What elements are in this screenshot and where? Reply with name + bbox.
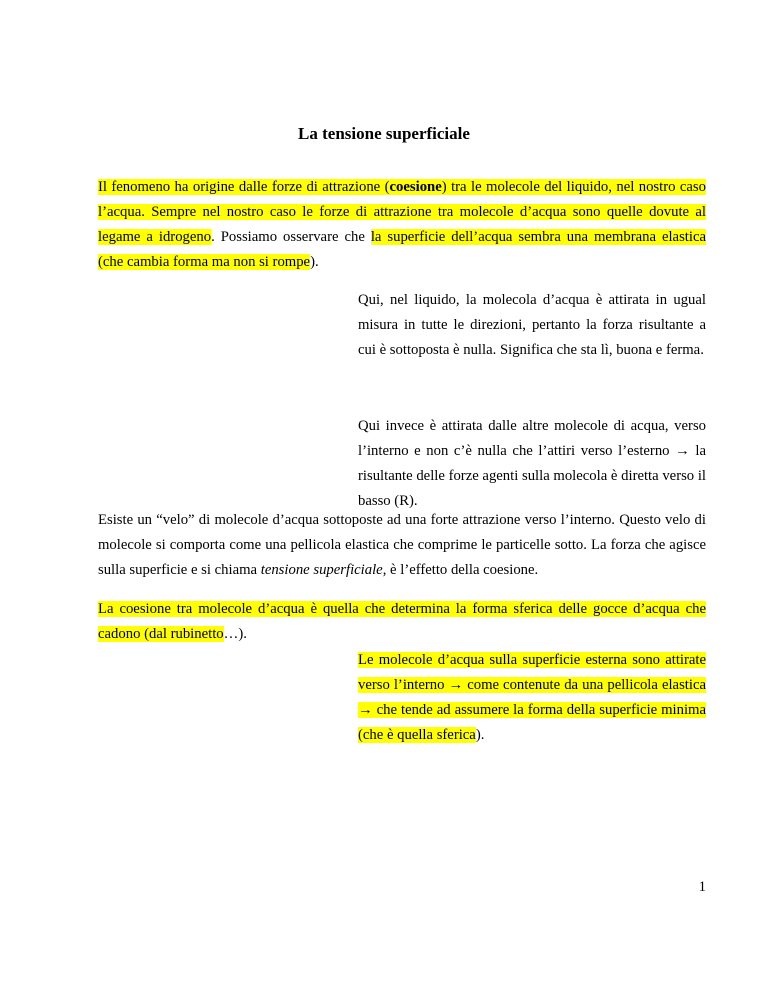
surface-veil-paragraph [98,508,706,583]
drop-shape-paragraph [98,597,706,647]
keyword-coesione: coesione [389,179,442,195]
text-segment: ) tra le molecole del liquido, nel nostro caso l’acqua. Sempre nel nostro caso le forze di attrazione tra molecole d’acqua sono quelle dovute al legame a idrogeno [98,179,706,245]
minimal-surface-paragraph [358,648,706,748]
page-number: 1 [698,879,706,895]
text-segment: Esiste un “velo” di molecole d’acqua sottoposte ad una forte attrazione verso l’interno. Questo velo di molecole si comporta come una pellicola elastica che comprime le particelle sotto. La forza che agisce sulla superficie e si chiama [98,512,706,578]
text-segment: ). [310,254,319,270]
highlight-membrane-sentence: la superficie dell’acqua sembra una membrana elastica (che cambia forma ma non si rompe [98,229,706,270]
text-segment: …). [223,626,247,642]
text-segment: ). [475,727,485,743]
surface-molecule-paragraph: Qui invece è attirata dalle altre molecole di acqua, verso l’interno e non c’è nulla che l’attiri verso l’esterno → la risultante delle forze agenti sulla molecola è diretta verso il basso (R). [358,418,706,509]
highlight-drop-sentence: La coesione tra molecole d’acqua è quella che determina la forma sferica delle gocce d’acqua che cadono (dal rubinetto [98,601,706,642]
intro-paragraph [98,175,706,275]
text-segment: Il fenomeno ha origine dalle forze di attrazione ( [98,179,390,195]
text-segment: . Possiamo osservare che [211,229,371,245]
highlight-minimal-surface: Le molecole d’acqua sulla superficie esterna sono attirate verso l’interno → come contenute da una pellicola elastica → che tende ad assumere la forma della superficie minima (che è quella sferica [358,652,706,743]
text-segment: , è l’effetto della coesione. [382,562,539,578]
interior-molecule-paragraph: Qui, nel liquido, la molecola d’acqua è attirata in ugual misura in tutte le direzioni, pertanto la forza risultante a cui è sottoposta è nulla. Significa che sta lì, buona e ferma. [358,292,706,358]
term-tensione-superficiale: tensione superficiale [260,562,383,578]
page-title: La tensione superficiale [298,124,470,143]
